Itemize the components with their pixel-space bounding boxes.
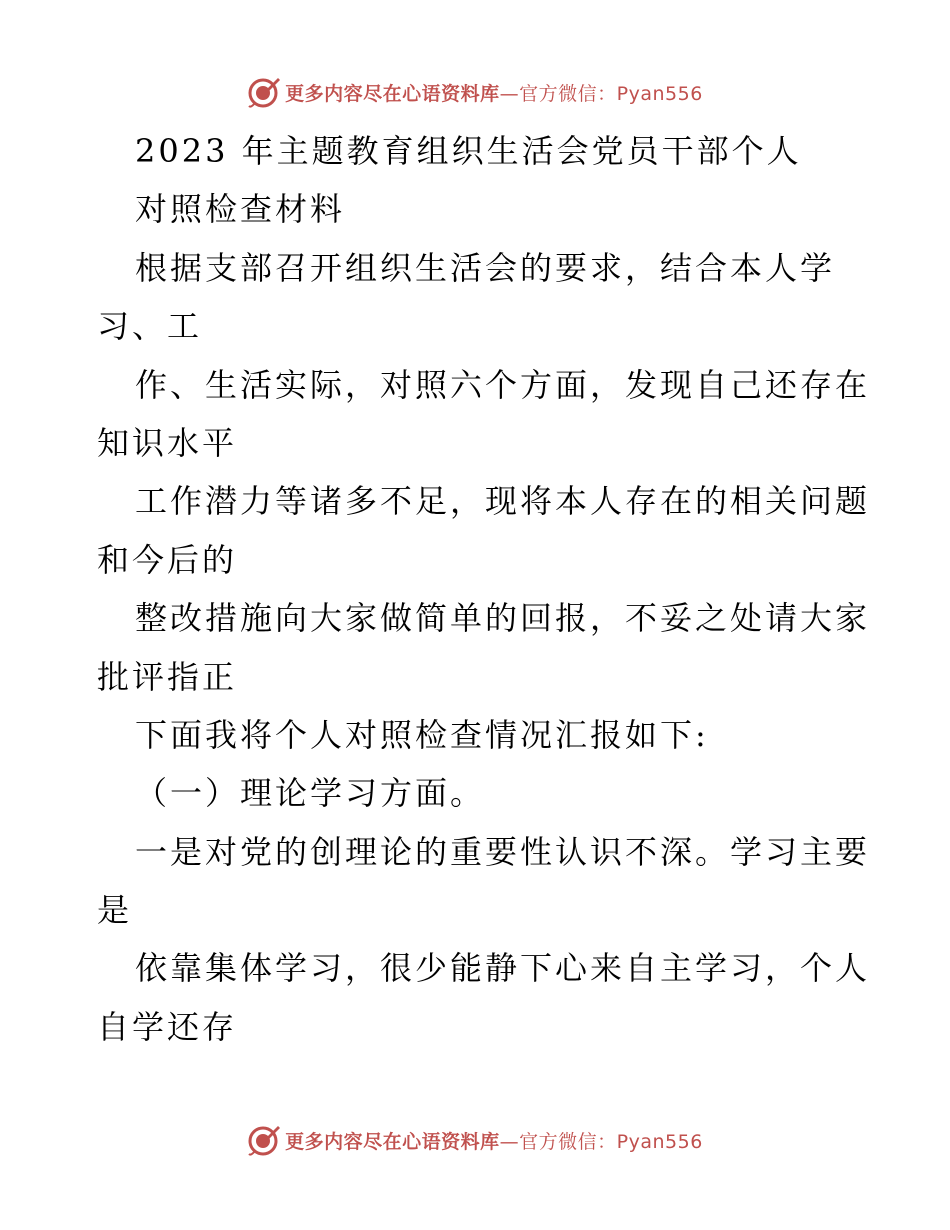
watermark-footer — [0, 1120, 950, 1160]
paragraph-line: 作、生活实际，对照六个方面，发现自己还存在 — [135, 365, 871, 404]
wax-seal-pen-icon — [247, 1123, 281, 1157]
paragraph-line: 和今后的 — [97, 540, 238, 579]
watermark-text — [285, 79, 703, 106]
paragraph-line: 知识水平 — [97, 423, 238, 462]
watermark-wechat-text: 官方微信：Pyan556 — [519, 1130, 703, 1153]
document-title-line-2: 对照检查材料 — [135, 190, 346, 229]
wax-seal-pen-icon — [247, 75, 281, 109]
watermark-wechat-text: 官方微信：Pyan556 — [519, 82, 703, 105]
paragraph-line: 是 — [97, 891, 133, 930]
paragraph-line: 习、工 — [97, 307, 203, 346]
watermark-separator: — — [499, 1130, 520, 1153]
document-title-line-1: 2023 年主题教育组织生活会党员干部个人 — [135, 132, 802, 170]
paragraph-line: 根据支部召开组织生活会的要求，结合本人学 — [135, 248, 836, 287]
paragraph-line: 一是对党的创理论的重要性认识不深。学习主要 — [135, 832, 871, 871]
watermark-site-text: 更多内容尽在心语资料库 — [285, 82, 500, 105]
paragraph-line: 自学还存 — [97, 1007, 238, 1046]
paragraph-line: 下面我将个人对照检查情况汇报如下: — [135, 715, 709, 754]
watermark-text — [285, 1127, 703, 1154]
watermark-separator: — — [499, 82, 520, 105]
watermark-header — [0, 72, 950, 112]
watermark-site-text: 更多内容尽在心语资料库 — [285, 1130, 500, 1153]
paragraph-line: 工作潜力等诸多不足，现将本人存在的相关问题 — [135, 482, 871, 521]
section-heading: （一）理论学习方面。 — [135, 774, 486, 813]
paragraph-line: 整改措施向大家做简单的回报，不妥之处请大家 — [135, 599, 871, 638]
document-body — [97, 122, 871, 1056]
paragraph-line: 批评指正 — [97, 657, 238, 696]
paragraph-line: 依靠集体学习，很少能静下心来自主学习，个人 — [135, 949, 871, 988]
